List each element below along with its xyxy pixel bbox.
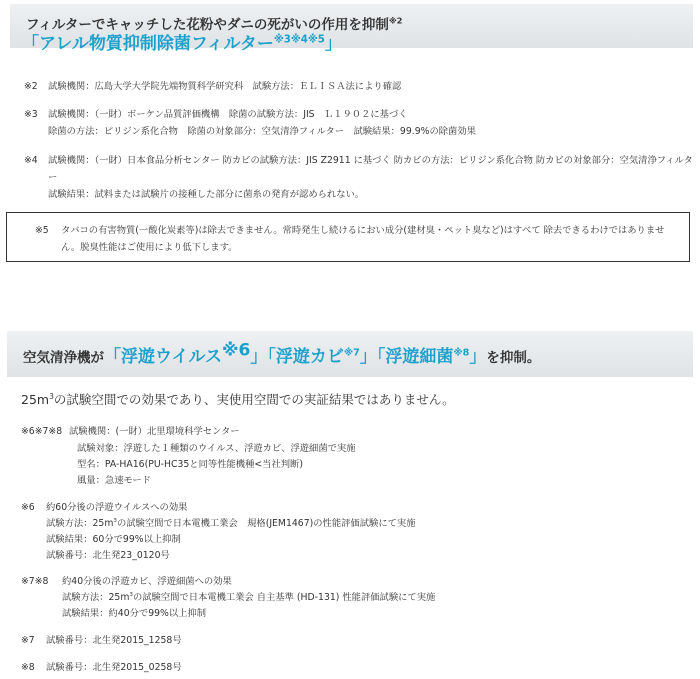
top-banner [10, 4, 693, 54]
note-4 [24, 152, 696, 203]
unit-exponent: 3 [113, 517, 117, 524]
note-mark: ※7 [21, 635, 35, 646]
detail-line: 試験結果：約40分で99%以上抑制 [62, 608, 207, 619]
note-line: 試験機関：（一財）ボーケン品質評価機構 除菌の試験方法：JIS Ｌ１９０２に基づく [48, 109, 408, 120]
detail-line: 試験機関：(一財）北里環境科学センター [69, 426, 240, 437]
detail-line: 試験番号：北生発23_0120号 [46, 550, 170, 561]
note-line: 除菌の方法：ピリジン系化合物 除菌の対象部分：空気清浄フィルター 試験結果：99.9%の除菌効果 [48, 126, 476, 137]
note-line: 試験機関：広島大学大学院先端物質科学研究科 試験方法：ＥＬＩＳＡ法により確認 [48, 81, 402, 92]
bracket-close: 」 [359, 347, 377, 367]
detail-line: 風量：急速モード [77, 475, 152, 486]
detail-heading: 約60分後の浮遊ウイルスへの効果 [46, 502, 188, 513]
note-line: 試験機関：（一財）日本食品分析センター 防カビの試験方法：JIS Z2911 に基づく 防カビの方法：ピリジン系化合物 防カビの対象部分：空気清浄フィルター [48, 155, 693, 183]
detail-line: 試験対象：浮遊した１種類のウイルス、浮遊カビ、浮遊細菌で実施 [77, 443, 356, 454]
footnote-ref: ※7 [343, 347, 360, 359]
feature-mold: 「浮遊カビ [267, 347, 344, 367]
detail-line: 試験結果：60分で99%以上抑制 [46, 534, 181, 545]
note-mark: ※5 [35, 225, 49, 236]
unit-exponent: 3 [129, 591, 133, 598]
note-line: 試験結果：試料または試験片の接種した部分に菌糸の発育が認められない。 [48, 189, 365, 200]
unit-exponent: 3 [49, 391, 54, 401]
detail-line: 型名：PA-HA16(PU-HC35と同等性能機種<当社判断) [77, 459, 303, 470]
detail-line [46, 515, 416, 532]
note-5-text: タバコの有害物質(一酸化炭素等)は除去できません。常時発生し続けるにおい成分(建材臭・ペット臭など)はすべて 除去できるわけではありません。脱臭性能はご使用により低下します。 [61, 225, 665, 253]
bracket-close: 」 [469, 347, 487, 367]
note-mark: ※3 [24, 109, 38, 120]
feature-prefix: 空気清浄機が [23, 350, 104, 366]
detail-line [62, 589, 435, 606]
test-space-notice [21, 390, 455, 408]
footnote-ref: ※3※4※5 [273, 34, 325, 46]
feature-heading [23, 342, 540, 367]
detail-line: 試験番号：北生発2015_0258号 [46, 662, 182, 673]
note-mark: ※6※7※8 [21, 426, 63, 437]
bracket-close: 」 [250, 347, 268, 367]
footnote-ref: ※6 [221, 340, 251, 361]
note-5-box [6, 212, 690, 262]
banner-title [22, 29, 342, 54]
detail-text: 試験方法：25m [46, 518, 114, 529]
detail-text: の試験空間で日本電機工業会 自主基準 (HD-131) 性能評価試験にて実施 [132, 592, 436, 603]
detail-text: の試験空間で日本電機工業会 規格(JEM1467)の性能評価試験にて実施 [116, 518, 416, 529]
note-3 [24, 106, 684, 140]
note-mark: ※8 [21, 662, 35, 673]
bracket-close: 」 [324, 34, 342, 54]
feature-virus: 「浮遊ウイルス [104, 347, 222, 367]
note-2 [24, 78, 684, 95]
detail-text: 試験方法：25m [62, 592, 130, 603]
note-mark: ※4 [24, 155, 38, 166]
feature-band [7, 331, 693, 377]
note-mark: ※2 [24, 81, 38, 92]
banner-subtitle-text: フィルターでキャッチした花粉やダニの死がいの作用を抑制 [26, 17, 389, 33]
footnote-ref: ※2 [388, 15, 403, 26]
footnote-ref: ※8 [453, 347, 470, 359]
feature-bacteria: 「浮遊細菌 [376, 347, 454, 367]
feature-suffix: を抑制。 [486, 350, 541, 366]
note-mark: ※7※8 [21, 576, 49, 587]
banner-title-text: 「アレル物質抑制除菌フィルター [22, 34, 274, 54]
detail-heading: 約40分後の浮遊カビ、浮遊細菌への効果 [62, 576, 232, 587]
detail-line: 試験番号：北生発2015_1258号 [46, 635, 182, 646]
lead-pre: 25m [21, 392, 50, 407]
lead-post: の試験空間での効果であり、実使用空間での実証結果ではありません。 [53, 392, 455, 407]
note-mark: ※6 [21, 502, 35, 513]
